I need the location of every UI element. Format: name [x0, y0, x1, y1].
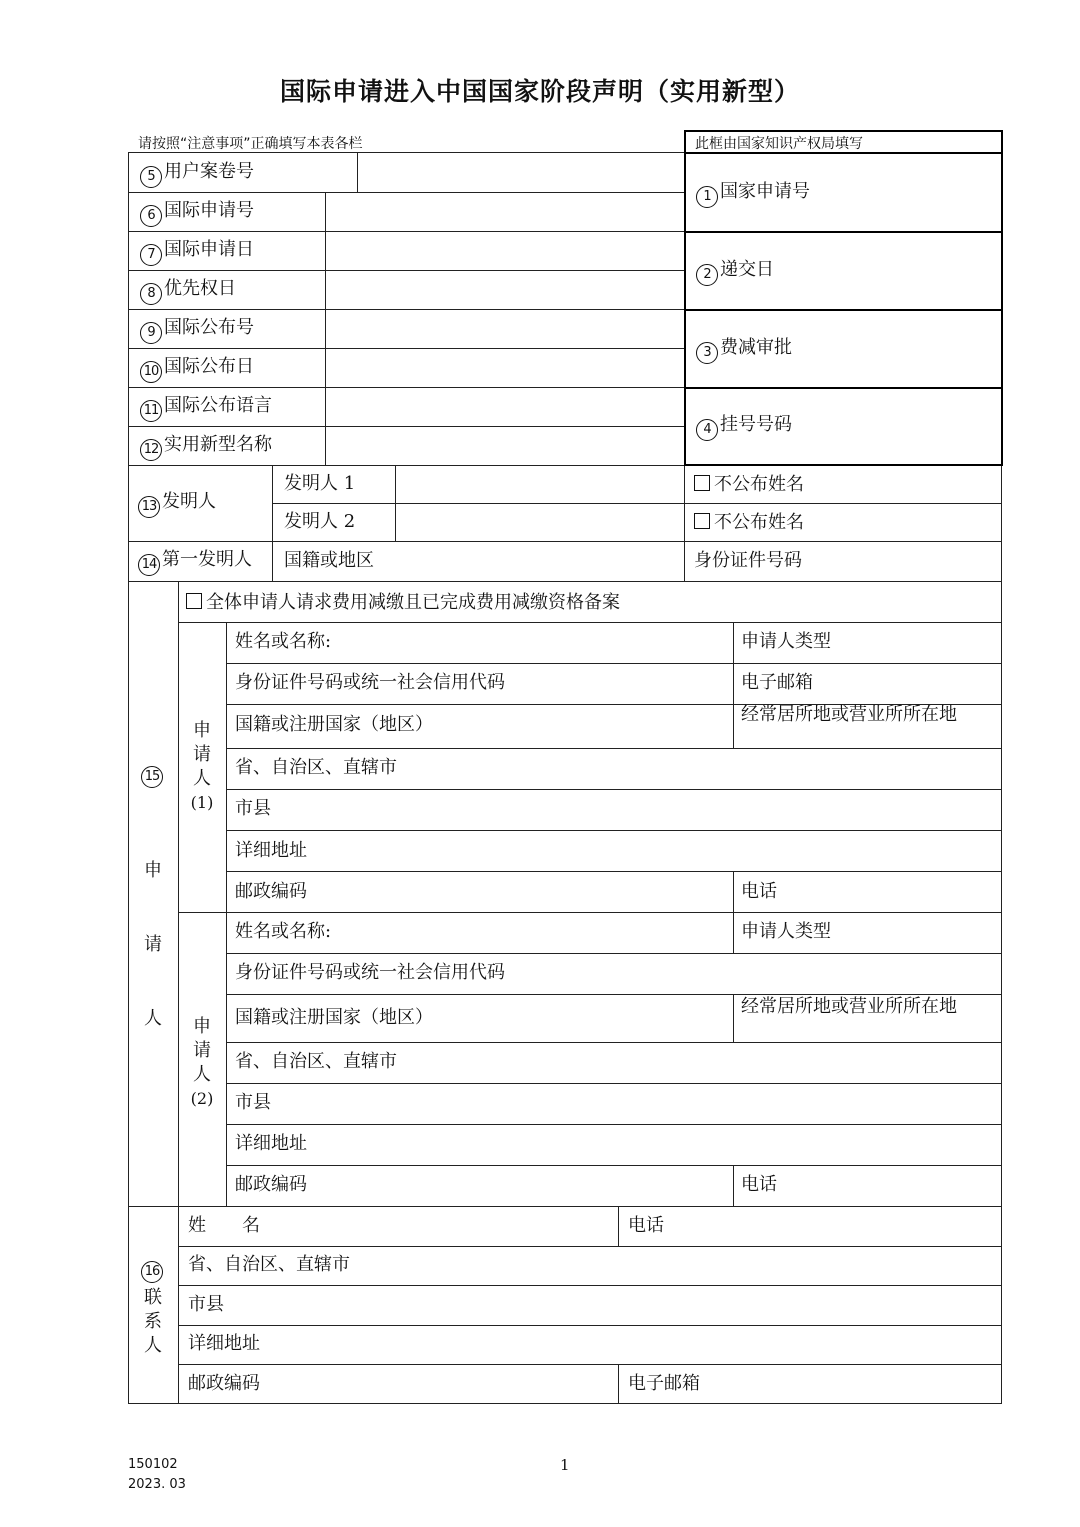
field-international-app-number: 6 国际申请号	[140, 202, 254, 227]
office-submission-date: 2 递交日	[696, 261, 774, 286]
applicant-2-city: 市县	[235, 1092, 271, 1113]
inventor-2-input[interactable]	[396, 504, 683, 540]
field-international-filing-date: 7 国际申请日	[140, 241, 254, 266]
applicant-1-postcode: 邮政编码	[235, 881, 307, 902]
contact-city: 市县	[188, 1294, 224, 1315]
applicant-2-id-code: 身份证件号码或统一社会信用代码	[235, 962, 505, 983]
applicant-1-country: 国籍或注册国家（地区）	[235, 714, 433, 735]
office-registered-number: 4 挂号号码	[696, 416, 792, 441]
applicant-1-email: 电子邮箱	[741, 672, 813, 693]
applicant-side-char-1: 申	[144, 860, 162, 881]
office-national-app-number: 1 国家申请号	[696, 183, 810, 208]
field-utility-model-title: 12 实用新型名称	[140, 436, 272, 461]
applicant-2-postcode: 邮政编码	[235, 1174, 307, 1195]
form-title: 国际申请进入中国国家阶段声明（实用新型）	[279, 77, 800, 106]
contact-email: 电子邮箱	[628, 1373, 700, 1394]
applicant-2-address: 详细地址	[235, 1133, 307, 1154]
field-priority-date: 8 优先权日	[140, 280, 236, 305]
applicant-2-country: 国籍或注册国家（地区）	[235, 1007, 433, 1028]
fill-instruction: 请按照“注意事项”正确填写本表各栏	[138, 136, 363, 152]
contact-phone: 电话	[628, 1215, 664, 1236]
page-number: 1	[560, 1456, 570, 1474]
first-inventor-id-number: 身份证件号码	[694, 550, 802, 571]
form-version-date: 2023. 03	[128, 1477, 186, 1492]
contact-section-number: 16	[141, 1258, 165, 1283]
field-docket-number: 5 用户案卷号	[140, 163, 254, 188]
priority-date-input[interactable]	[326, 271, 683, 308]
applicant-2-province: 省、自治区、直辖市	[235, 1051, 397, 1072]
applicant-1-city: 市县	[235, 798, 271, 819]
contact-postcode: 邮政编码	[188, 1373, 260, 1394]
utility-model-title-input[interactable]	[326, 427, 683, 464]
docket-number-input[interactable]	[358, 153, 683, 191]
field-publication-language: 11 国际公布语言	[140, 397, 272, 422]
applicant-2-vertical-label: 申 请 人 (2)	[190, 1016, 214, 1108]
first-inventor-nationality: 国籍或地区	[284, 550, 374, 571]
inventor-1-input[interactable]	[396, 466, 683, 502]
applicant-1-phone: 电话	[741, 881, 777, 902]
checkbox-icon[interactable]	[186, 593, 202, 609]
office-use-note: 此框由国家知识产权局填写	[695, 136, 863, 152]
applicant-2-name: 姓名或名称:	[235, 921, 332, 942]
applicant-1-address: 详细地址	[235, 840, 307, 861]
applicant-2-type: 申请人类型	[741, 921, 831, 942]
inventor-1-label: 发明人 1	[284, 473, 356, 494]
contact-name: 姓 名	[188, 1215, 260, 1236]
checkbox-icon[interactable]	[694, 513, 710, 529]
contact-province: 省、自治区、直辖市	[188, 1254, 350, 1275]
first-inventor-label: 14 第一发明人	[138, 551, 252, 576]
inventor-1-no-publish[interactable]: 不公布姓名	[694, 475, 804, 494]
inventor-label: 13 发明人	[138, 493, 216, 518]
applicant-2-phone: 电话	[741, 1174, 777, 1195]
applicant-1-id-code: 身份证件号码或统一社会信用代码	[235, 672, 505, 693]
international-filing-date-input[interactable]	[326, 232, 683, 269]
checkbox-icon[interactable]	[694, 475, 710, 491]
applicant-1-province: 省、自治区、直辖市	[235, 757, 397, 778]
applicant-2-residence: 经常居所地或营业所所在地	[741, 996, 957, 1017]
applicant-1-name: 姓名或名称:	[235, 631, 332, 652]
form-code: 150102	[128, 1457, 178, 1472]
publication-language-input[interactable]	[326, 388, 683, 425]
fee-reduction-checkbox[interactable]: 全体申请人请求费用减缴且已完成费用减缴资格备案	[186, 593, 620, 612]
inventor-2-label: 发明人 2	[284, 511, 356, 532]
publication-number-input[interactable]	[326, 310, 683, 347]
publication-date-input[interactable]	[326, 349, 683, 386]
office-fee-reduction-approval: 3 费减审批	[696, 339, 792, 364]
field-publication-date: 10 国际公布日	[140, 358, 254, 383]
field-publication-number: 9 国际公布号	[140, 319, 254, 344]
applicant-side-char-3: 人	[144, 1008, 162, 1029]
applicant-side-char-2: 请	[144, 934, 162, 955]
contact-vertical-label: 联 系 人	[144, 1287, 162, 1356]
applicant-section-number: 15	[141, 763, 165, 788]
international-app-number-input[interactable]	[326, 193, 683, 230]
contact-address: 详细地址	[188, 1333, 260, 1354]
applicant-1-residence: 经常居所地或营业所所在地	[741, 704, 957, 725]
inventor-2-no-publish[interactable]: 不公布姓名	[694, 513, 804, 532]
applicant-1-type: 申请人类型	[741, 631, 831, 652]
applicant-1-vertical-label: 申 请 人 (1)	[190, 720, 214, 812]
